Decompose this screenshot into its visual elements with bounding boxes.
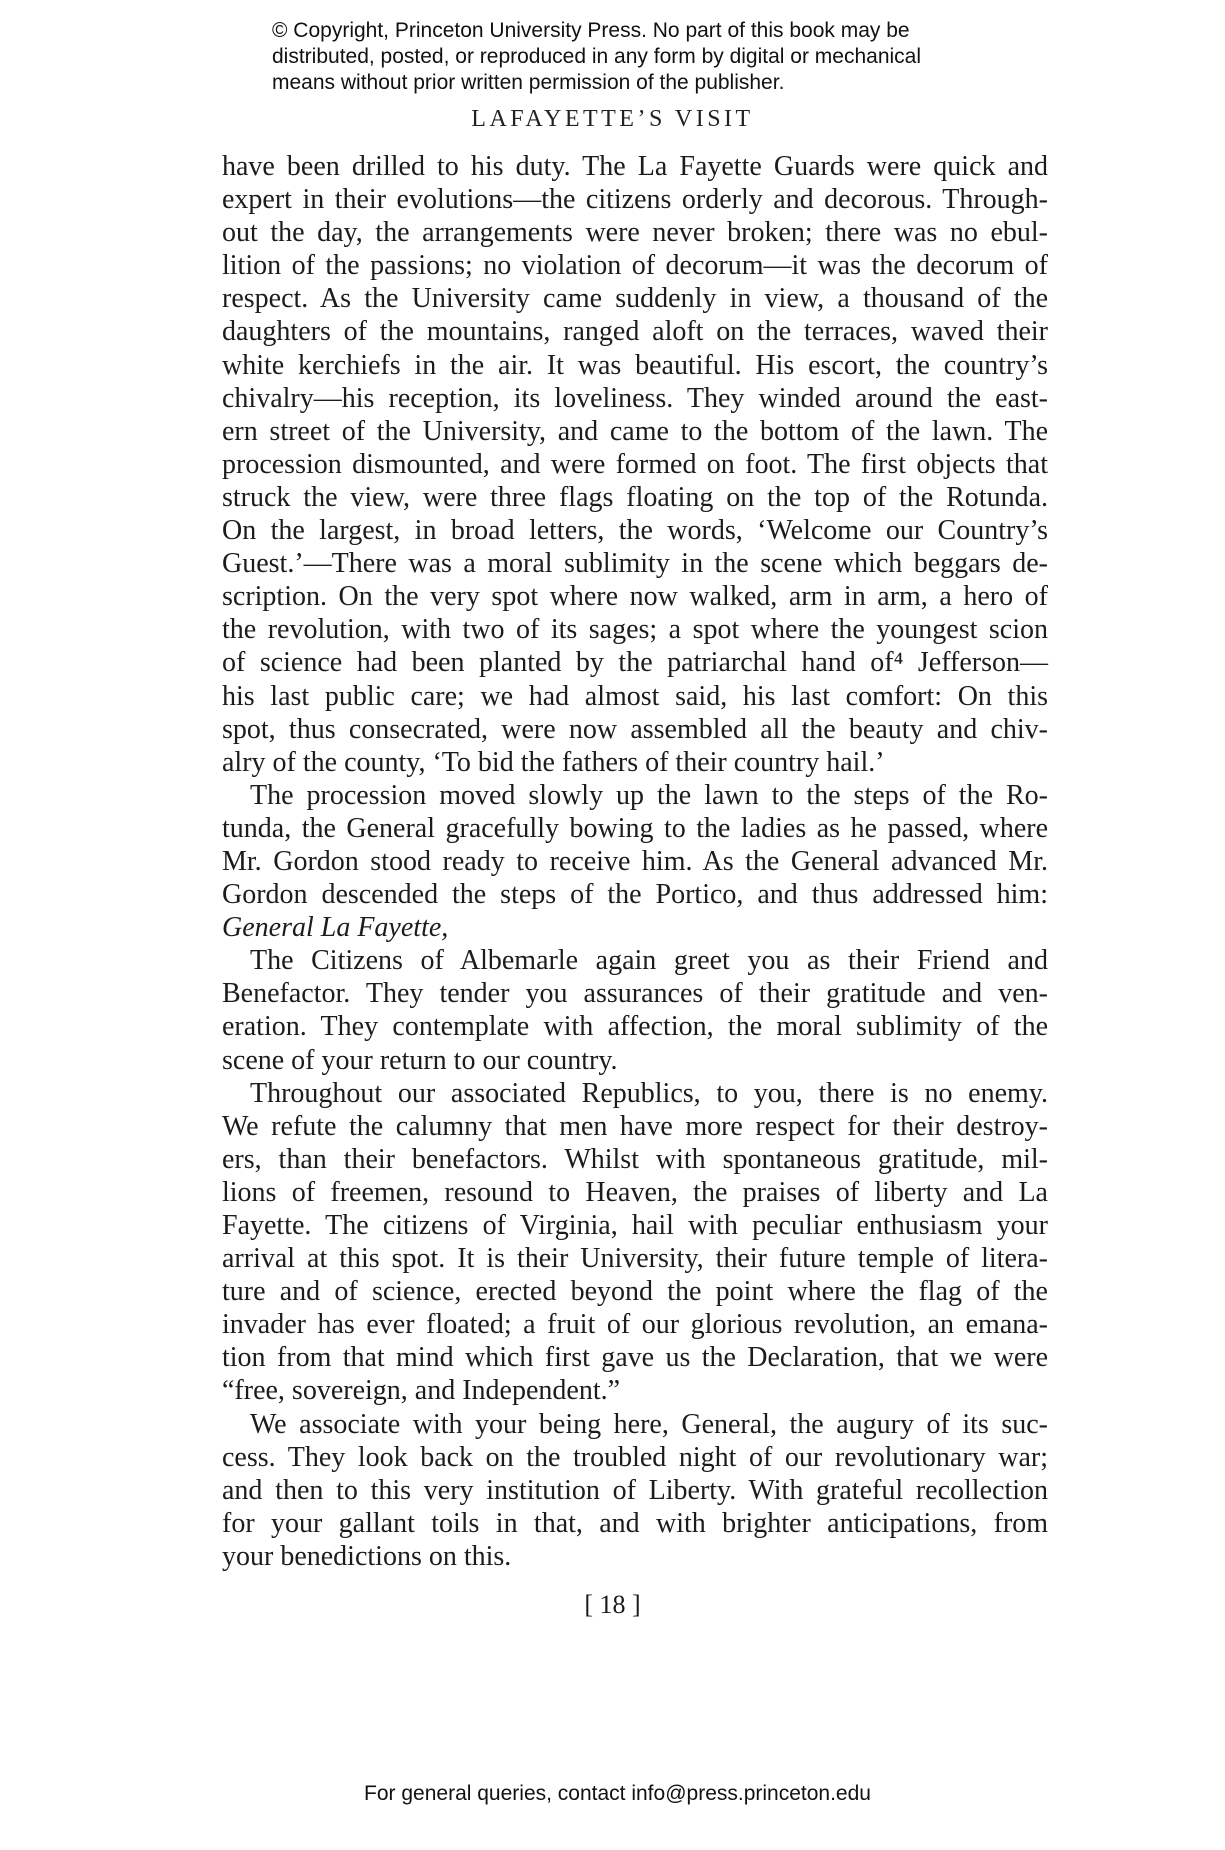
text-line: On the largest, in broad letters, the words, ‘Welcome our Country’s	[222, 515, 1048, 547]
text-line: and then to this very institution of Liberty. With grateful recollection	[222, 1474, 1048, 1506]
text-line: tunda, the General gracefully bowing to the ladies as he passed, where	[222, 812, 1048, 844]
text-line: for your gallant toils in that, and with brighter anticipations, from	[222, 1507, 1048, 1539]
text-line: his last public care; we had almost said, his last comfort: On this	[222, 680, 1048, 712]
footer-contact: For general queries, contact info@press.princeton.edu	[364, 1782, 871, 1805]
text-line: alry of the county, ‘To bid the fathers of their country hail.’	[222, 746, 885, 778]
text-line: The procession moved slowly up the lawn to the steps of the Ro-	[250, 779, 1048, 811]
text-line: invader has ever floated; a fruit of our glorious revolution, an emana-	[222, 1309, 1048, 1341]
text-line: “free, sovereign, and Independent.”	[222, 1375, 621, 1407]
text-line: General La Fayette,	[222, 912, 449, 944]
text-line: ern street of the University, and came to the bottom of the lawn. The	[222, 415, 1048, 447]
text-line: Fayette. The citizens of Virginia, hail with peculiar enthusiasm your	[222, 1210, 1048, 1241]
text-line: your benedictions on this.	[222, 1540, 512, 1572]
text-line: of science had been planted by the patriarchal hand of⁴ Jefferson—	[222, 647, 1048, 679]
text-line: procession dismounted, and were formed on foot. The first objects that	[222, 448, 1048, 480]
copyright-line: © Copyright, Princeton University Press. No part of this book may be	[272, 19, 910, 42]
text-line: cess. They look back on the troubled night of our revolutionary war;	[222, 1441, 1048, 1473]
body-text	[222, 150, 1048, 1573]
text-line: Guest.’—There was a moral sublimity in the scene which beggars de-	[222, 548, 1048, 580]
text-line: white kerchiefs in the air. It was beautiful. His escort, the country’s	[222, 349, 1048, 381]
text-line: out the day, the arrangements were never broken; there was no ebul-	[222, 217, 1048, 249]
text-line: ers, than their benefactors. Whilst with spontaneous gratitude, mil-	[222, 1143, 1048, 1175]
text-line: Gordon descended the steps of the Portico, and thus addressed him:	[222, 879, 1048, 911]
text-line: ture and of science, erected beyond the point where the flag of the	[222, 1276, 1048, 1308]
text-line: lition of the passions; no violation of decorum—it was the decorum of	[222, 250, 1048, 282]
text-line: spot, thus consecrated, were now assembled all the beauty and chiv-	[222, 713, 1048, 745]
text-line: eration. They contemplate with affection, the moral sublimity of the	[222, 1011, 1048, 1043]
text-line: We refute the calumny that men have more respect for their destroy-	[222, 1110, 1048, 1142]
text-line: daughters of the mountains, ranged aloft on the terraces, waved their	[222, 316, 1048, 348]
text-line: chivalry—his reception, its loveliness. They winded around the east-	[222, 382, 1048, 414]
text-line: arrival at this spot. It is their University, their future temple of litera-	[222, 1243, 1048, 1275]
text-line: scene of your return to our country.	[222, 1044, 618, 1076]
text-line: respect. As the University came suddenly in view, a thousand of the	[222, 283, 1048, 315]
text-line: lions of freemen, resound to Heaven, the praises of liberty and La	[222, 1176, 1048, 1208]
text-line: We associate with your being here, General, the augury of its suc-	[250, 1408, 1048, 1440]
copyright-notice	[272, 18, 1032, 96]
text-line: Mr. Gordon stood ready to receive him. As the General advanced Mr.	[222, 845, 1048, 877]
running-head: LAFAYETTE’S VISIT	[471, 106, 754, 132]
text-line: the revolution, with two of its sages; a spot where the youngest scion	[222, 614, 1048, 646]
text-line: scription. On the very spot where now walked, arm in arm, a hero of	[222, 581, 1048, 613]
text-line: struck the view, were three flags floating on the top of the Rotunda.	[222, 481, 1048, 513]
text-line: Throughout our associated Republics, to you, there is no enemy.	[250, 1077, 1048, 1109]
copyright-line: means without prior written permission of the publisher.	[272, 71, 785, 94]
text-line: expert in their evolutions—the citizens orderly and decorous. Through-	[222, 184, 1048, 216]
copyright-line: distributed, posted, or reproduced in any form by digital or mechanical	[272, 45, 922, 68]
page-number: [ 18 ]	[584, 1590, 641, 1619]
text-line: tion from that mind which first gave us the Declaration, that we were	[222, 1342, 1048, 1374]
text-line: Benefactor. They tender you assurances of their gratitude and ven-	[222, 978, 1048, 1010]
text-line: have been drilled to his duty. The La Fayette Guards were quick and	[222, 151, 1048, 182]
text-line: The Citizens of Albemarle again greet you as their Friend and	[250, 945, 1048, 977]
